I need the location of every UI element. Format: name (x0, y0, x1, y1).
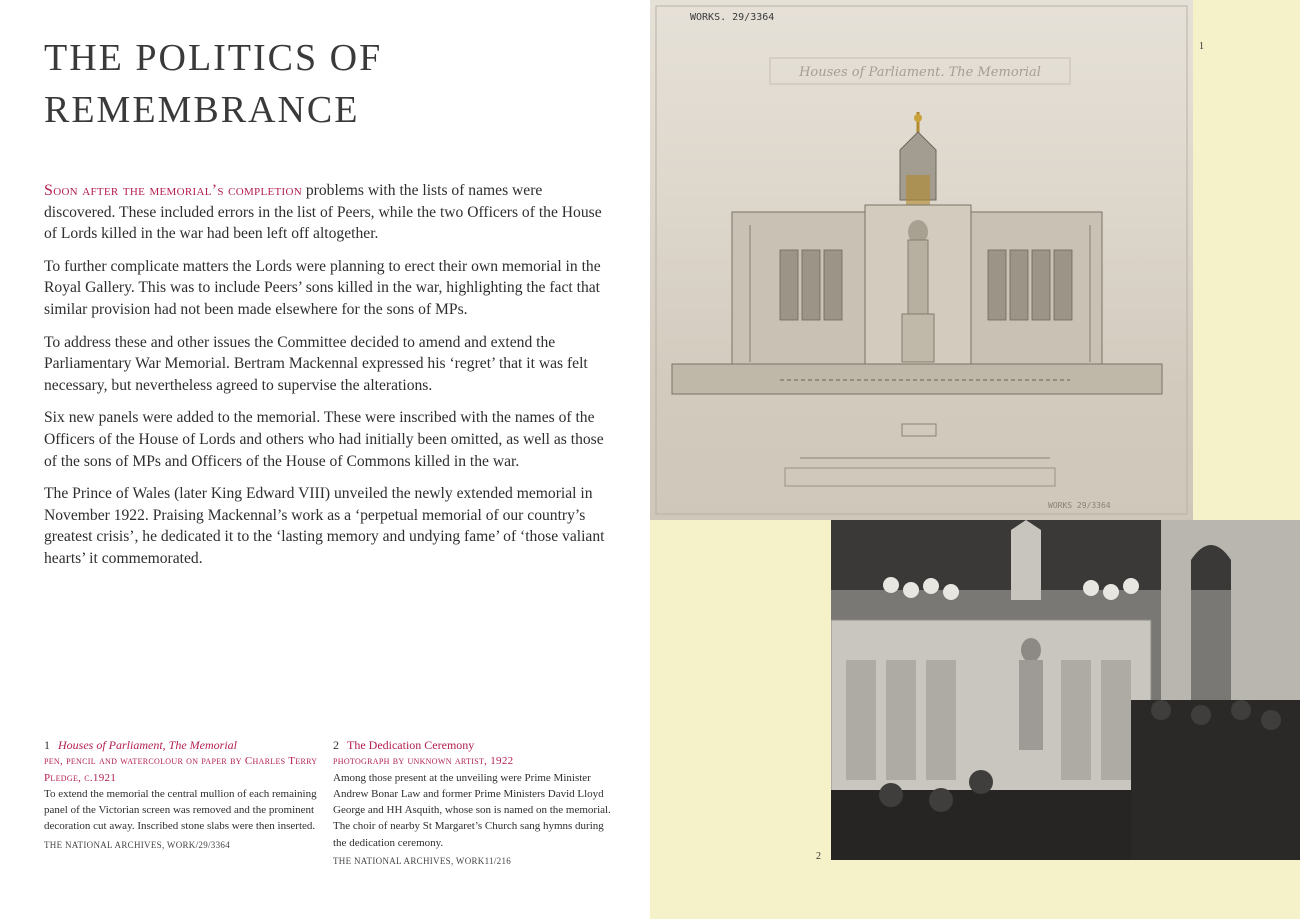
dedication-ceremony-photo (831, 520, 1300, 860)
drawing-ref-label: WORKS. 29/3364 (690, 12, 775, 23)
caption-2-title: The Dedication Ceremony (347, 738, 475, 752)
figure-1-label: 1 (1199, 41, 1204, 52)
drawing-ref-bottom: WORKS 29/3364 (1048, 501, 1111, 510)
caption-2-text: Among those present at the unveiling were Prime Minister Andrew Bonar Law and former Prime Ministers David Lloyd George and HH Asquith, whose son is named on the memorial. The choir of nearby St Margaret’s Church sang hymns during the dedication ceremony. (333, 771, 611, 849)
figure-1-drawing (650, 0, 1193, 520)
paragraph-4: Six new panels were added to the memorial. These were inscribed with the names of the Officers of the House of Lords and others who had initially been omitted, as well as those of the sons of MPs and Officers of the House of Commons killed in the war. (44, 409, 604, 470)
figure-2-photograph (831, 520, 1300, 860)
caption-1-number: 1 (44, 738, 50, 752)
caption-2-source: THE NATIONAL ARCHIVES, WORK11/216 (333, 856, 512, 867)
caption-1-source: THE NATIONAL ARCHIVES, WORK/29/3364 (44, 839, 230, 850)
paragraph-5: The Prince of Wales (later King Edward VIII) unveiled the newly extended memorial in November 1922. Praising Mackennal’s work as a ‘perpetual memorial of our country’s greatest crisis’, he dedicated it to the ‘lasting memory and undying fame’ of ‘those valiant hearts’ it commemorated. (44, 485, 605, 567)
caption-1-text: To extend the memorial the central mullion of each remaining panel of the Victorian screen was removed and the prominent decoration cut away. Inscribed stone slabs were then inserted. (44, 787, 317, 833)
caption-1-heading (44, 737, 324, 753)
paragraph-1-text: problems with the lists of names were discovered. These included errors in the list of Peers, while the two Officers of the House of Lords killed in the war had been left off altogether. (44, 182, 602, 243)
figure-2-label: 2 (816, 851, 821, 862)
caption-2 (333, 737, 613, 869)
caption-1-title: Houses of Parliament, The Memorial (58, 738, 237, 752)
caption-1 (44, 737, 324, 853)
memorial-elevation-drawing (650, 0, 1193, 520)
caption-2-heading (333, 737, 613, 753)
caption-2-number: 2 (333, 738, 339, 752)
body-text (44, 180, 610, 581)
paragraph-1 (44, 180, 610, 245)
page-title: THE POLITICS OF REMEMBRANCE (44, 37, 383, 131)
paragraph-3: To address these and other issues the Committee decided to amend and extend the Parliamentary War Memorial. Bertram Mackennal expressed his ‘regret’ that it was felt necessary, but nevertheless agreed to supervise the alterations. (44, 333, 588, 394)
paragraph-2: To further complicate matters the Lords were planning to erect their own memorial in the Royal Gallery. This was to include Peers’ sons killed in the war, highlighting the fact that similar provision had not been made elsewhere for the sons of MPs. (44, 257, 601, 318)
drawing-title: Houses of Parliament. The Memorial (799, 65, 1041, 80)
caption-1-medium: pen, pencil and watercolour on paper by Charles Terry Pledge, c.1921 (44, 755, 318, 784)
lead-in: Soon after the memorial’s completion (44, 182, 302, 199)
caption-2-medium: photograph by unknown artist, 1922 (333, 755, 514, 768)
